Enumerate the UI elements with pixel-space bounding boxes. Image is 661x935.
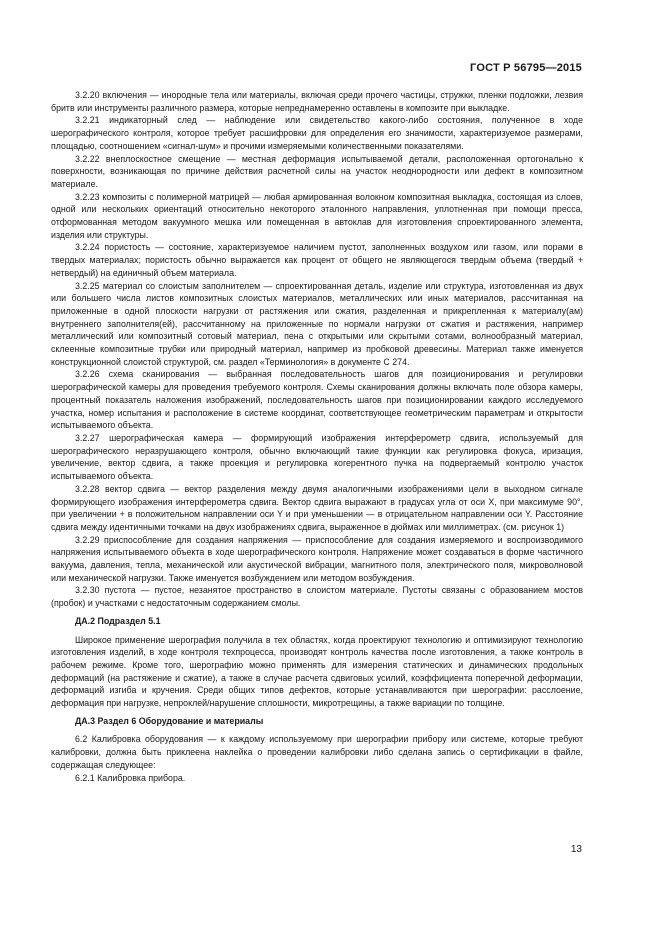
term-3-2-20: 3.2.20 включения — инородные тела или материалы, включая среди прочего частицы, стружки, пленки подложки, лезвия бритв или инструменты различного размера, которые непреднамеренно оставлены в композите при выкладке. <box>51 90 583 113</box>
term-3-2-28: 3.2.28 вектор сдвига — вектор разделения между двумя аналогичными изображениями цели в выходном сигнале формирующего изображения интерферометра сдвига. Вектор сдвига выражают в градусах угла от оси X, при максимуме 90°, при увеличении + в положительном направлении оси Y и при уменьшении — в отрицательном направлении оси Y. Расстояние сдвига между идентичными точками на двух изображениях сдвига, выраженное в дюймах или миллиметрах. (см. рисунок 1) <box>51 483 583 532</box>
term-3-2-25: 3.2.25 материал со слоистым заполнителем — спроектированная деталь, изделие или структура, изготовленная из двух или большего числа листов композитных слоистых материалов, металлических или иных материалов, рассчитанная на приложенные в одной плоскости нагрузки от растяжения или сжатия, разделенная и прикрепленная к материалу(ам) внутреннего заполнителя(ей), рассчитанному на приложенные по нормали нагрузки от сжатия и растяжения, например металлический или композитный сотовый материал, пена с открытыми или скрытыми сотами, волнообразный материал, склеенные композитные трубки или природный материал, например из пробковой древесины. Материал также именуется конструкционной слоистой структурой, см. раздел «Терминология» в документе С 274. <box>51 280 583 367</box>
term-3-2-26: 3.2.26 схема сканирования — выбранная последовательность шагов для позиционирования и регулировки шерографической камеры для проведения требуемого контроля. Схемы сканирования должны включать поле обзора камеры, процентный показатель наложения изображений, последовательность шагов при позиционировании каждого исследуемого участка, номер испытания и расположение в системе координат, соответствующее геометрическим параметрам и открытости испытываемого объекта. <box>51 369 583 431</box>
term-3-2-22: 3.2.22 внеплоскостное смещение — местная деформация испытываемой детали, расположенная ортогонально к поверхности, возникающая по причине действия расчетной силы на участок неоднородности или дефект в композитном материале. <box>51 153 583 189</box>
section-heading-a2: ДА.2 Подраздел 5.1 <box>75 615 161 626</box>
section-heading-a3: ДА.3 Раздел 6 Оборудование и материалы <box>75 715 264 726</box>
section-a3-paragraph-6-2: 6.2 Калибровка оборудования — к каждому используемому при шерографии прибору или системе, которые требуют калибровки, должна быть приклеена наклейка о проведении калибровки либо сделана запись о сертификации в файле, содержащая следующее: <box>51 734 583 770</box>
standard-code: ГОСТ Р 56795—2015 <box>470 62 582 74</box>
section-a3-paragraph-6-2-1: 6.2.1 Калибровка прибора. <box>75 772 186 783</box>
page-number: 13 <box>570 844 582 855</box>
term-3-2-24: 3.2.24 пористость — состояние, характеризуемое наличием пустот, заполненных воздухом или газом, или порами в твердых материалах; пористость обычно выражается как процент от общего не являющегося твердым объема (твердый + нетвердый) на единичный объем материала. <box>51 242 583 278</box>
term-3-2-29: 3.2.29 приспособление для создания напряжения — приспособление для создания измеряемого и воспроизводимого напряжения испытываемого объекта в ходе шерографического контроля. Напряжение может создаваться в форме частичного вакуума, давления, тепла, механической или акустической вибрации, магнитного поля, электрического поля, микроволновой или механической нагрузки. Также именуется возбуждением или методом возбуждения. <box>51 534 583 583</box>
term-3-2-27: 3.2.27 шерографическая камера — формирующий изображения интерферометр сдвига, используемый для шерографического неразрушающего контроля, обычно включающий такие функции как регулировка фокуса, иризация, увеличение, вектор сдвига, а также проекция и регулировка когерентного пучка на подвергаемый контролю участок испытываемого объекта. <box>51 432 583 482</box>
document-body <box>51 89 583 784</box>
term-3-2-30: 3.2.30 пустота — пустое, незанятое пространство в слоистом материале. Пустоты связаны с образованием мостов (пробок) и участками с недостаточным содержанием смолы. <box>51 585 583 609</box>
term-3-2-23: 3.2.23 композиты с полимерной матрицей — любая армированная волокном композитная выкладка, состоящая из слоев, одной или нескольких ориентаций относительно некоторого эталонного направления, уплотненная при помощи пресса, отформованная методом вакуумного мешка или помещенная в автоклав для изготовления спроектированного элемента, изделия или структуры. <box>51 191 583 240</box>
section-a2-paragraph: Широкое применение шерография получила в тех областях, когда проектируют технологию и оптимизируют технологию изготовления изделий, в ходе контроля техпроцесса, производят контроль качества после изготовления, а также контроль в рабочем режиме. Кроме того, шерографию можно применять для измерения статических и динамических продольных деформаций (на растяжение и сжатие), а также в случае расчета сдвиговых усилий, коэффициента поперечной деформации, деформаций изгиба и кручения. Среди общих типов дефектов, которые устанавливаются при шерографии: расслоение, деформация при нагрузке, непроклей/нарушение сплошности, микротрещины, а также вариации по толщине. <box>51 634 583 709</box>
term-3-2-21: 3.2.21 индикаторный след — наблюдение или свидетельство какого-либо состояния, полученное в ходе шерографического контроля, которое требует расшифровки для определения его значимости, характеризуемое размерами, площадью, соотношением «сигнал-шум» и прочими измеряемыми количественными показателями. <box>51 115 583 151</box>
